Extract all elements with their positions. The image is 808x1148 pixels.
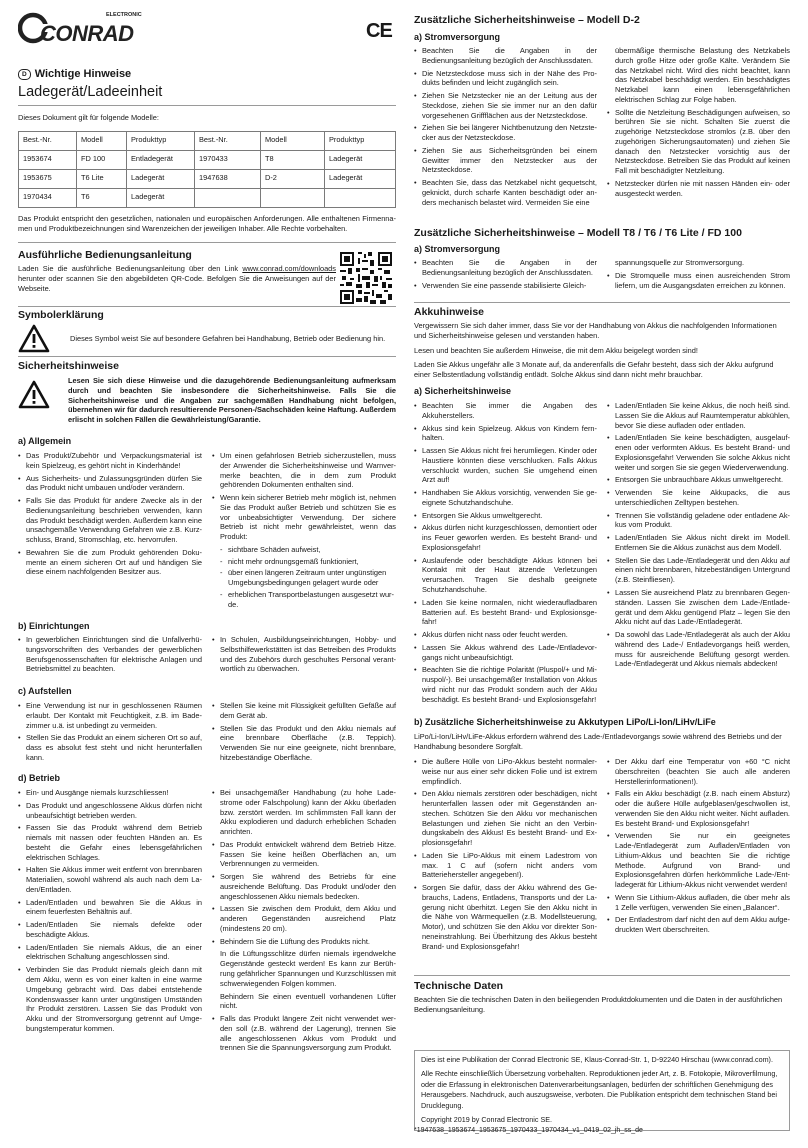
d2-body (414, 46, 790, 210)
paragraph: spannungsquelle zur Stromversorgung. (615, 258, 745, 267)
table-header-cell: Modell (261, 132, 325, 151)
akku-b-body (414, 757, 790, 955)
list-item: • Laden/Entladen Sie Akkus nicht direkt im Modell. Entfernen Sie die Akkus zunächst aus dem Modell. (607, 533, 790, 553)
list-item: • Verwenden Sie nur ein geeignetes Lade-/Entladegerät zum Aufladen/Entladen von Lithium-Akkus und beachten Sie die richtige Methode. Aufgrund von Brand- und Explosionsgefahren dürfen herkömmliche Lade-/Entladegerät für Lithium-Akkus nicht verwendet werden! (607, 831, 790, 890)
document-title (18, 67, 396, 100)
paragraph: Behindern Sie einen eventuell vorhandenen Lüfter nicht. (220, 991, 396, 1011)
table-header-cell: Produkttyp (127, 132, 195, 151)
table-cell: Ladegerät (325, 170, 396, 189)
conrad-logo (18, 10, 148, 44)
list-item: • Die äußere Hülle von LiPo-Akkus besteht normalerweise nur aus einer sehr dicken Folie und ist extrem empfindlich. (414, 757, 597, 786)
list-item: • In gewerblichen Einrichtungen sind die Unfallverhütungsvorschriften des Verbandes der gewerblichen Berufsgenossenschaften für elektrische Anlagen und Betriebsmittel zu beachten. (18, 635, 202, 674)
list-item: • Verwenden Sie eine passende stabilisierte Gleich- (414, 281, 597, 291)
list-item: • Bei unsachgemäßer Handhabung (zu hohe Ladestrome oder Falschpolung) kann der Akku überladen bzw. zerstört werden. Im schlimmsten Fall kann der Akku explodieren und dadurch erheblichen Schaden anrichten. (212, 788, 396, 837)
table-row (19, 189, 396, 208)
t8-body (414, 258, 790, 293)
publication-footer (414, 1050, 790, 1131)
title-big: Ladegerät/Ladeeinheit (18, 83, 163, 100)
list-item: • Um einen gefahrlosen Betrieb sicherzustellen, muss der Anwender die Sicherheitshinweise und Warnvermerke beachten, die in dem zum Produkt gehörenden Dokumenten enthalten sind. (212, 451, 396, 490)
conformity-text: Das Produkt entspricht den gesetzlichen, nationalen und europäischen Anforderungen. Alle enthaltenen Firmennamen und Produktbezeichnungen sind Warenzeichen der jeweiligen Inhaber. Alle Rechte vorbehalten. (18, 214, 396, 233)
tech-heading: Technische Daten (414, 980, 504, 992)
list-item: • Stellen Sie das Produkt und den Akku niemals auf eine brennbare Oberfläche (z.B. Teppich). Verwenden Sie nur eine geeignete, nicht brennbare, hitzebeständige Oberfläche. (212, 724, 396, 763)
table-cell: T8 (261, 151, 325, 170)
divider (18, 356, 396, 357)
table-cell: Entladegerät (127, 151, 195, 170)
paragraph: Lesen und beachten Sie außerdem Hinweise, die mit dem Akku beigelegt worden sind! (414, 345, 698, 355)
table-cell (325, 189, 396, 208)
dash-item: - nicht mehr ordnungsgemäß funktioniert, (220, 557, 396, 567)
safety-warning-text: Lesen Sie sich diese Hinweise und die dazugehörende Bedienungsanleitung aufmerksam durch und beachten Sie insbesondere die Sicherheitshinweise. Falls Sie die Sicherheitshinweise und die Angaben zur sachgemäßen Handhabung nicht befolgen, übernehmen wir für dadurch resultierende Personen-/Sachschäden keine Haftung. Außerdem erlischt in solchen Fällen die Gewährleistung/Garantie. (68, 376, 396, 425)
dash-item: - sichtbare Schäden aufweist, (220, 545, 396, 555)
divider (18, 105, 396, 106)
table-cell (195, 189, 261, 208)
akku-b-heading: b) Zusätzliche Sicherheitshinweise zu Akkutypen LiPo/Li-Ion/LiHv/LiFe (414, 717, 716, 727)
table-cell: FD 100 (77, 151, 127, 170)
d2-sub-heading: a) Stromversorgung (414, 32, 501, 42)
list-item: • Lassen Sie ausreichend Platz zu brennbaren Gegenständen. Lassen Sie zwischen dem Lade-/Entladegerät und dem Akku genügend Platz – legen Sie den Akku nicht auf das Lade-/Entladegerät. (607, 588, 790, 627)
models-table (18, 131, 396, 208)
safety-warning (18, 376, 396, 425)
list-item: • Entsorgen Sie unbrauchbare Akkus umweltgerecht. (607, 475, 790, 485)
manual-heading: Ausführliche Bedienungsanleitung (18, 249, 192, 261)
footer-line: Copyright 2019 by Conrad Electronic SE. (421, 1115, 553, 1125)
table-cell: Ladegerät (127, 170, 195, 189)
table-row (19, 151, 396, 170)
list-item: • Lassen Sie Akkus nicht frei herumliegen. Kinder oder Haustiere könnten diese verschlucken. Falls Akkus verschluckt wurden, suchen Sie umgehend einen Arzt auf! (414, 446, 597, 485)
list-item: • Auslaufende oder beschädigte Akkus können bei Kontakt mit der Haut ätzende Verletzungen verursachen. Tragen Sie deshalb geeignete Schutzhandschuhe. (414, 556, 597, 595)
list-item: • Falls Sie das Produkt für andere Zwecke als in der Bedienungsanleitung beschrieben verwenden, kann das Produkt beschädigt werden. Außerdem kann eine unsachgemäße Verwendung Gefahren wie z.B. Kurzschluss, Brand, Stromschlag, etc. hervorrufen. (18, 496, 202, 545)
list-item: • Sollte die Netzleitung Beschädigungen aufweisen, so berühren Sie sie nicht. Schalten Sie zuerst die zugehörige Netzsteckdose stromlos (z.B. über den zugehörigen Sicherungsautomaten) und ziehen Sie danach den Netzstecker vorsichtig aus der Netzsteckdose. Betreiben Sie das Produkt auf keinen Fall mit beschädigter Netzleitung. (607, 108, 790, 176)
table-header-cell: Produkttyp (325, 132, 396, 151)
table-cell: Ladegerät (127, 189, 195, 208)
list-item: • Laden Sie keine normalen, nicht wiederaufladbaren Batterien auf. Es besteht Brand- und Explosionsgefahr! (414, 598, 597, 627)
list-item: • Verwenden Sie keine Akkupacks, die aus unterschiedlichen Zelltypen bestehen. (607, 488, 790, 508)
table-row (19, 170, 396, 189)
list-item: • Laden/Entladen Sie keine beschädigten, ausgelaufenen oder verformten Akkus. Es besteht Brand- und Explosionsgefahr! Verwenden Sie solche Akkus nicht weiter und sorgen Sie sie gegen Wiederverwendung. (607, 433, 790, 472)
list-item: • Ein- und Ausgänge niemals kurzschliessen! (18, 788, 202, 798)
ce-mark: CE (366, 20, 392, 42)
warning-icon (18, 380, 50, 410)
t8-sub-heading: a) Stromversorgung (414, 244, 501, 254)
symbol-heading: Symbolerklärung (18, 309, 104, 321)
list-item: • Sorgen Sie dafür, dass der Akku während des Gebrauchs, Ladens, Entladens, Transports und der Lagerung nicht überhitzt. Legen Sie den Akku nicht in die Nähe von Wärmequellen (z.B. Modellsteuerung, Motor), und schützen Sie den Akku vor direkter Sonneneinstrahlung. Bei Überhitzung des Akkus besteht Brand- und Explosionsgefahr! (414, 883, 597, 951)
list-item: • Beachten Sie die Angaben in der Bedienungsanleitung bezüglich der Anschlussdaten. (414, 46, 597, 66)
akku-b-intro: LiPo/Li-Ion/LiHv/LiFe-Akkus erfordern während des Lade-/Entladevorgangs sowie während des Betriebs und der Handhabung besondere Sorgfalt. (414, 732, 782, 751)
paragraph: Laden Sie Akkus ungefähr alle 3 Monate auf, da anderenfalls die Gefahr besteht, dass sich der Akku aufgrund einer Selbstentladung vollständig entlädt. Solche Akkus sind dann nicht mehr brauchbar. (414, 360, 774, 380)
dash-item: - erheblichen Transportbelastungen ausgesetzt wurde. (220, 590, 396, 610)
section-b-body (18, 635, 396, 677)
brand-small: ELECTRONIC (106, 12, 142, 18)
list-item: • Falls ein Akku beschädigt (z.B. nach einem Absturz) oder die äußere Hülle aufgeblasen/geschwollen ist, verwenden Sie den Akku nicht weiter. Nicht aufladen. Es besteht Brand- und Explosionsgefahr! (607, 789, 790, 828)
list-item: • Verbinden Sie das Produkt niemals gleich dann mit dem Akku, wenn es von einer kalten in eine warme Umgebung gebracht wird. Das dabei entstehende Kondenswasser kann unter ungünstigen Umständen Ihr Produkt zerstören. Lassen Sie das Produkt von Akku und der Stromversorgung getrennt auf Umgebungstemperatur kommen. (18, 965, 202, 1033)
table-cell: 1953675 (19, 170, 77, 189)
qr-code[interactable] (340, 252, 392, 304)
manual-text (18, 264, 336, 293)
list-item: • Laden/Entladen Sie keine Akkus, die noch heiß sind. Lassen Sie die Akkus auf Raumtemperatur abkühlen, bevor Sie diese aufladen oder entladen. (607, 401, 790, 430)
symbol-text: Dieses Symbol weist Sie auf besondere Gefahren bei Handhabung, Betrieb oder Bedienung hin. (70, 334, 386, 344)
paragraph: Vergewissern Sie sich daher immer, dass Sie vor der Handhabung von Akkus die nachfolgenden Informationen und Sicherheitshinweise gelesen und verstanden haben. (414, 321, 777, 340)
section-c-body (18, 701, 396, 766)
divider (18, 242, 396, 243)
list-item: • Beachten Sie die Angaben in der Bedienungsanleitung bezüglich der Anschlussdaten. (414, 258, 597, 278)
akku-a-heading: a) Sicherheitshinweise (414, 386, 512, 396)
list-item: • Beachten Sie die richtige Polarität (Pluspol/+ und Minuspol/-). Bei unsachgemäßer Installation von Akkus wird nicht nur das Produkt sondern auch der Akku beschädigt. Es besteht Brand- und Explosionsgefahr! (414, 665, 597, 704)
table-cell: D-2 (261, 170, 325, 189)
document-id: *1947638_1953674_1953675_1970433_1970434_v1_0419_02_jh_ss_de (414, 1127, 643, 1134)
list-item: • Der Akku darf eine Temperatur von +60 °C nicht überschreiten (beachten Sie auch alle anderen Herstellerinformationen!). (607, 757, 790, 786)
table-header-cell: Best.-Nr. (195, 132, 261, 151)
list-item: • Laden/Entladen und bewahren Sie die Akkus in einem feuerfesten Behältnis auf. (18, 898, 202, 918)
list-item: • Halten Sie Akkus immer weit entfernt von brennbaren Materialien, sowohl während als auch nach dem Laden/Entladen. (18, 865, 202, 894)
table-header-cell: Best.-Nr. (19, 132, 77, 151)
paragraph: In die Lüftungsschlitze dürfen niemals irgendwelche Gegenstände gesteckt werden! Es kann zur Berührung gefährlicher Spannungen und Kurzschlüssen mit schwerwiegenden Folgen kommen. (220, 949, 396, 988)
divider (18, 306, 396, 307)
language-badge: D (18, 69, 31, 80)
dash-item: - über einen längeren Zeitraum unter ungünstigen Umgebungsbedingungen gelagert wurde oder (220, 568, 396, 588)
symbol-explanation (18, 324, 396, 354)
brand-name: CONRAD (40, 21, 134, 46)
list-item: • Falls das Produkt längere Zeit nicht verwendet werden soll (z.B. während der Lagerung), trennen Sie alle angeschlossenen Akkus vom Produkt und trennen Sie die Spannungsversorgung zum Produkt. (212, 1014, 396, 1053)
list-item: • Behindern Sie die Lüftung des Produkts nicht. (212, 937, 396, 947)
list-item: • Den Akku niemals zerstören oder beschädigen, nicht herunterfallen lassen oder mit Gegenständen anstechen. Schützen Sie den Akku vor mechanischen Belastungen und ziehen Sie nicht an den Verbindungskabeln des Akkus! Es besteht Brand- und Explosionsgefahr! (414, 789, 597, 848)
list-item: • Handhaben Sie Akkus vorsichtig, verwenden Sie geeignete Schutzhandschuhe. (414, 488, 597, 508)
list-item: • Wenn kein sicherer Betrieb mehr möglich ist, nehmen Sie das Produkt außer Betrieb und schützen Sie es vor unbeabsichtigter Verwendung. Der sichere Betrieb ist nicht mehr gewährleistet, wenn das Produkt: (212, 493, 396, 542)
list-item: • Sorgen Sie während des Betriebs für eine ausreichende Belüftung. Das Produkt und/oder den angeschlossenen Akku niemals bedecken. (212, 872, 396, 901)
table-cell: 1947638 (195, 170, 261, 189)
list-item: • Der Entladestrom darf nicht den auf dem Akku aufgedruckten Wert überschreiten. (607, 915, 790, 935)
table-cell: T6 Lite (77, 170, 127, 189)
table-header-row (19, 132, 396, 151)
t8-heading: Zusätzliche Sicherheitshinweise – Modell T8 / T6 / T6 Lite / FD 100 (414, 227, 742, 239)
list-item: • Die Netzsteckdose muss sich in der Nähe des Produkts befinden und leicht zugänglich sein. (414, 69, 597, 89)
list-item: • Laden Sie LiPo-Akkus mit einem Ladestrom von max. 1 C auf (sofern nicht anders vom Batteriehersteller angegeben!). (414, 851, 597, 880)
table-header-cell: Modell (77, 132, 127, 151)
section-b-heading: b) Einrichtungen (18, 621, 90, 631)
manual-text-post: herunter oder scannen Sie den abgebildeten QR-Code. Befolgen Sie die Anweisungen auf der Webseite. (18, 273, 336, 293)
list-item: • Laden/Entladen Sie niemals Akkus, die an einer elektrischen Schaltung angeschlossen sind. (18, 943, 202, 963)
divider (414, 975, 790, 976)
table-cell: Ladegerät (325, 151, 396, 170)
list-item: • Beachten Sie, dass das Netzkabel nicht gequetscht, geknickt, durch scharfe Kanten beschädigt oder anders mechanisch belastet wird. Vermeiden Sie eine (414, 178, 597, 207)
list-item: • Fassen Sie das Produkt während dem Betrieb niemals mit nassen oder feuchten Händen an. Es besteht die Gefahr eines lebensgefährlichen elektrischen Schlages. (18, 823, 202, 862)
table-cell: 1970434 (19, 189, 77, 208)
list-item: • Das Produkt/Zubehör und Verpackungsmaterial ist kein Spielzeug, es gehört nicht in Kinderhände! (18, 451, 202, 471)
list-item: • Beachten Sie immer die Angaben des Akkuherstellers. (414, 401, 597, 421)
tech-text: Beachten Sie die technischen Daten in den beiliegenden Produktdokumenten und die Daten in der ausführlichen Bedienungsanleitung. (414, 995, 783, 1014)
list-item: • Entsorgen Sie Akkus umweltgerecht. (414, 511, 597, 521)
list-item: • Aus Sicherheits- und Zulassungsgründen dürfen Sie das Produkt nicht umbauen und/oder verändern. (18, 474, 202, 494)
title-small: Wichtige Hinweise (34, 68, 132, 80)
d2-heading: Zusätzliche Sicherheitshinweise – Modell D-2 (414, 14, 640, 26)
section-a-body (18, 451, 396, 611)
list-item: • Das Produkt entwickelt während dem Betrieb Hitze. Fassen Sie keine heißen Oberflächen an, um Verbrennungen zu vermeiden. (212, 840, 396, 869)
list-item: • Stellen Sie das Produkt an einem sicheren Ort so auf, dass es absolut fest steht und nicht herunterfallen kann. (18, 733, 202, 762)
list-item: • Trennen Sie vollständig geladene oder entladene Akkus vom Produkt. (607, 511, 790, 531)
list-item: • Die Stromquelle muss einen ausreichenden Strom liefern, um die Ausgangsdaten erreichen zu können. (607, 271, 790, 291)
table-cell (261, 189, 325, 208)
divider (414, 302, 790, 303)
list-item: • Netzstecker dürfen nie mit nassen Händen ein- oder ausgesteckt werden. (607, 179, 790, 199)
list-item: • Akkus dürfen nicht kurzgeschlossen, demontiert oder ins Feuer geworfen werden. Es besteht Brand- und Explosionsgefahr! (414, 523, 597, 552)
akku-intro (414, 321, 790, 380)
list-item: • Laden/Entladen Sie niemals defekte oder beschädigte Akkus. (18, 920, 202, 940)
list-item: • Bewahren Sie die zum Produkt gehörenden Dokumente an einem sicheren Ort auf und händigen Sie diese einem nachfolgenden Besitzer aus. (18, 548, 202, 577)
list-item: • Lassen Sie zwischen dem Produkt, dem Akku und anderen Gegenständen ausreichend Platz (mindestens 20 cm). (212, 904, 396, 933)
section-d-heading: d) Betrieb (18, 773, 61, 783)
list-item: • In Schulen, Ausbildungseinrichtungen, Hobby- und Selbsthilfewerkstätten ist das Betreiben des Produkts und des Zubehörs durch geschultes Personal verantwortlich zu überwachen. (212, 635, 396, 674)
safety-heading: Sicherheitshinweise (18, 360, 119, 372)
list-item: • Stellen Sie das Lade-/Entladegerät und den Akku auf einen nicht brennbaren, hitzebeständigen Untergrund (z.B. Steinfliesen). (607, 556, 790, 585)
list-item: • Ziehen Sie bei längerer Nichtbenutzung den Netzstecker aus der Netzsteckdose. (414, 123, 597, 143)
footer-line: Alle Rechte einschließlich Übersetzung vorbehalten. Reproduktionen jeder Art, z. B. Fotokopie, Mikroverfilmung, oder die Erfassung in elektronischen Datenverarbeitungsanlagen, bedürfen der schriftlichen Genehmigung des Herausgebers. Nachdruck, auch auszugsweise, verboten. Die Publikation entspricht dem technischen Stand bei Drucklegung. (421, 1069, 778, 1110)
manual-text-pre: Laden Sie die ausführliche Bedienungsanleitung über den Link (18, 264, 243, 273)
footer-line: Dies ist eine Publikation der Conrad Electronic SE, Klaus-Conrad-Str. 1, D-92240 Hirschau (www.conrad.com). (421, 1055, 773, 1064)
table-cell: T6 (77, 189, 127, 208)
valid-for-text: Dieses Dokument gilt für folgende Modelle: (18, 113, 159, 122)
download-link[interactable]: www.conrad.com/downloads (242, 264, 336, 273)
list-item: • Eine Verwendung ist nur in geschlossenen Räumen erlaubt. Der Kontakt mit Feuchtigkeit, z.B. im Badezimmer u.ä. ist unbedingt zu vermeiden. (18, 701, 202, 730)
warning-icon (18, 324, 50, 354)
akku-heading: Akkuhinweise (414, 306, 485, 318)
section-c-heading: c) Aufstellen (18, 686, 72, 696)
list-item: • Das Produkt und angeschlossene Akkus dürfen nicht unbeaufsichtigt betrieben werden. (18, 801, 202, 821)
paragraph: übermäßige thermische Belastung des Netzkabels durch große Hitze oder große Kälte. Verändern Sie das Netzkabel nicht. Wird dies nicht beachtet, kann das Netzkabel beschädigt werden. Ein beschädigtes Netzkabel kann einen lebensgefährlichen elektrischen Schlag zur Folge haben. (615, 46, 790, 104)
akku-a-body (414, 401, 790, 707)
list-item: • Lassen Sie Akkus während des Lade-/Entladevorgangs nicht unbeaufsichtigt. (414, 643, 597, 663)
list-item: • Ziehen Sie aus Sicherheitsgründen bei einem Gewitter immer den Netzstecker aus der Netzsteckdose. (414, 146, 597, 175)
table-cell: 1953674 (19, 151, 77, 170)
list-item: • Da sowohl das Lade-/Entladegerät als auch der Akku während des Lade-/ Entladevorgangs heiß werden, muss für ausreichende Belüftung gesorgt werden. Lade-/Entladegerät und Akkus niemals abdecken! (607, 630, 790, 669)
list-item: • Akkus sind kein Spielzeug. Akkus von Kindern fernhalten. (414, 424, 597, 444)
table-cell: 1970433 (195, 151, 261, 170)
list-item: • Stellen Sie keine mit Flüssigkeit gefüllten Gefäße auf dem Gerät ab. (212, 701, 396, 721)
list-item: • Wenn Sie Lithium-Akkus aufladen, die über mehr als 1 Zelle verfügen, verwenden Sie einen „Balancer“. (607, 893, 790, 913)
section-a-heading: a) Allgemein (18, 436, 72, 446)
section-d-body (18, 788, 396, 1056)
list-item: • Akkus dürfen nicht nass oder feucht werden. (414, 630, 597, 640)
list-item: • Ziehen Sie Netzstecker nie an der Leitung aus der Steckdose, ziehen Sie sie immer nur an den dafür vorgesehenen Griffflächen aus der Netzsteckdose. (414, 91, 597, 120)
